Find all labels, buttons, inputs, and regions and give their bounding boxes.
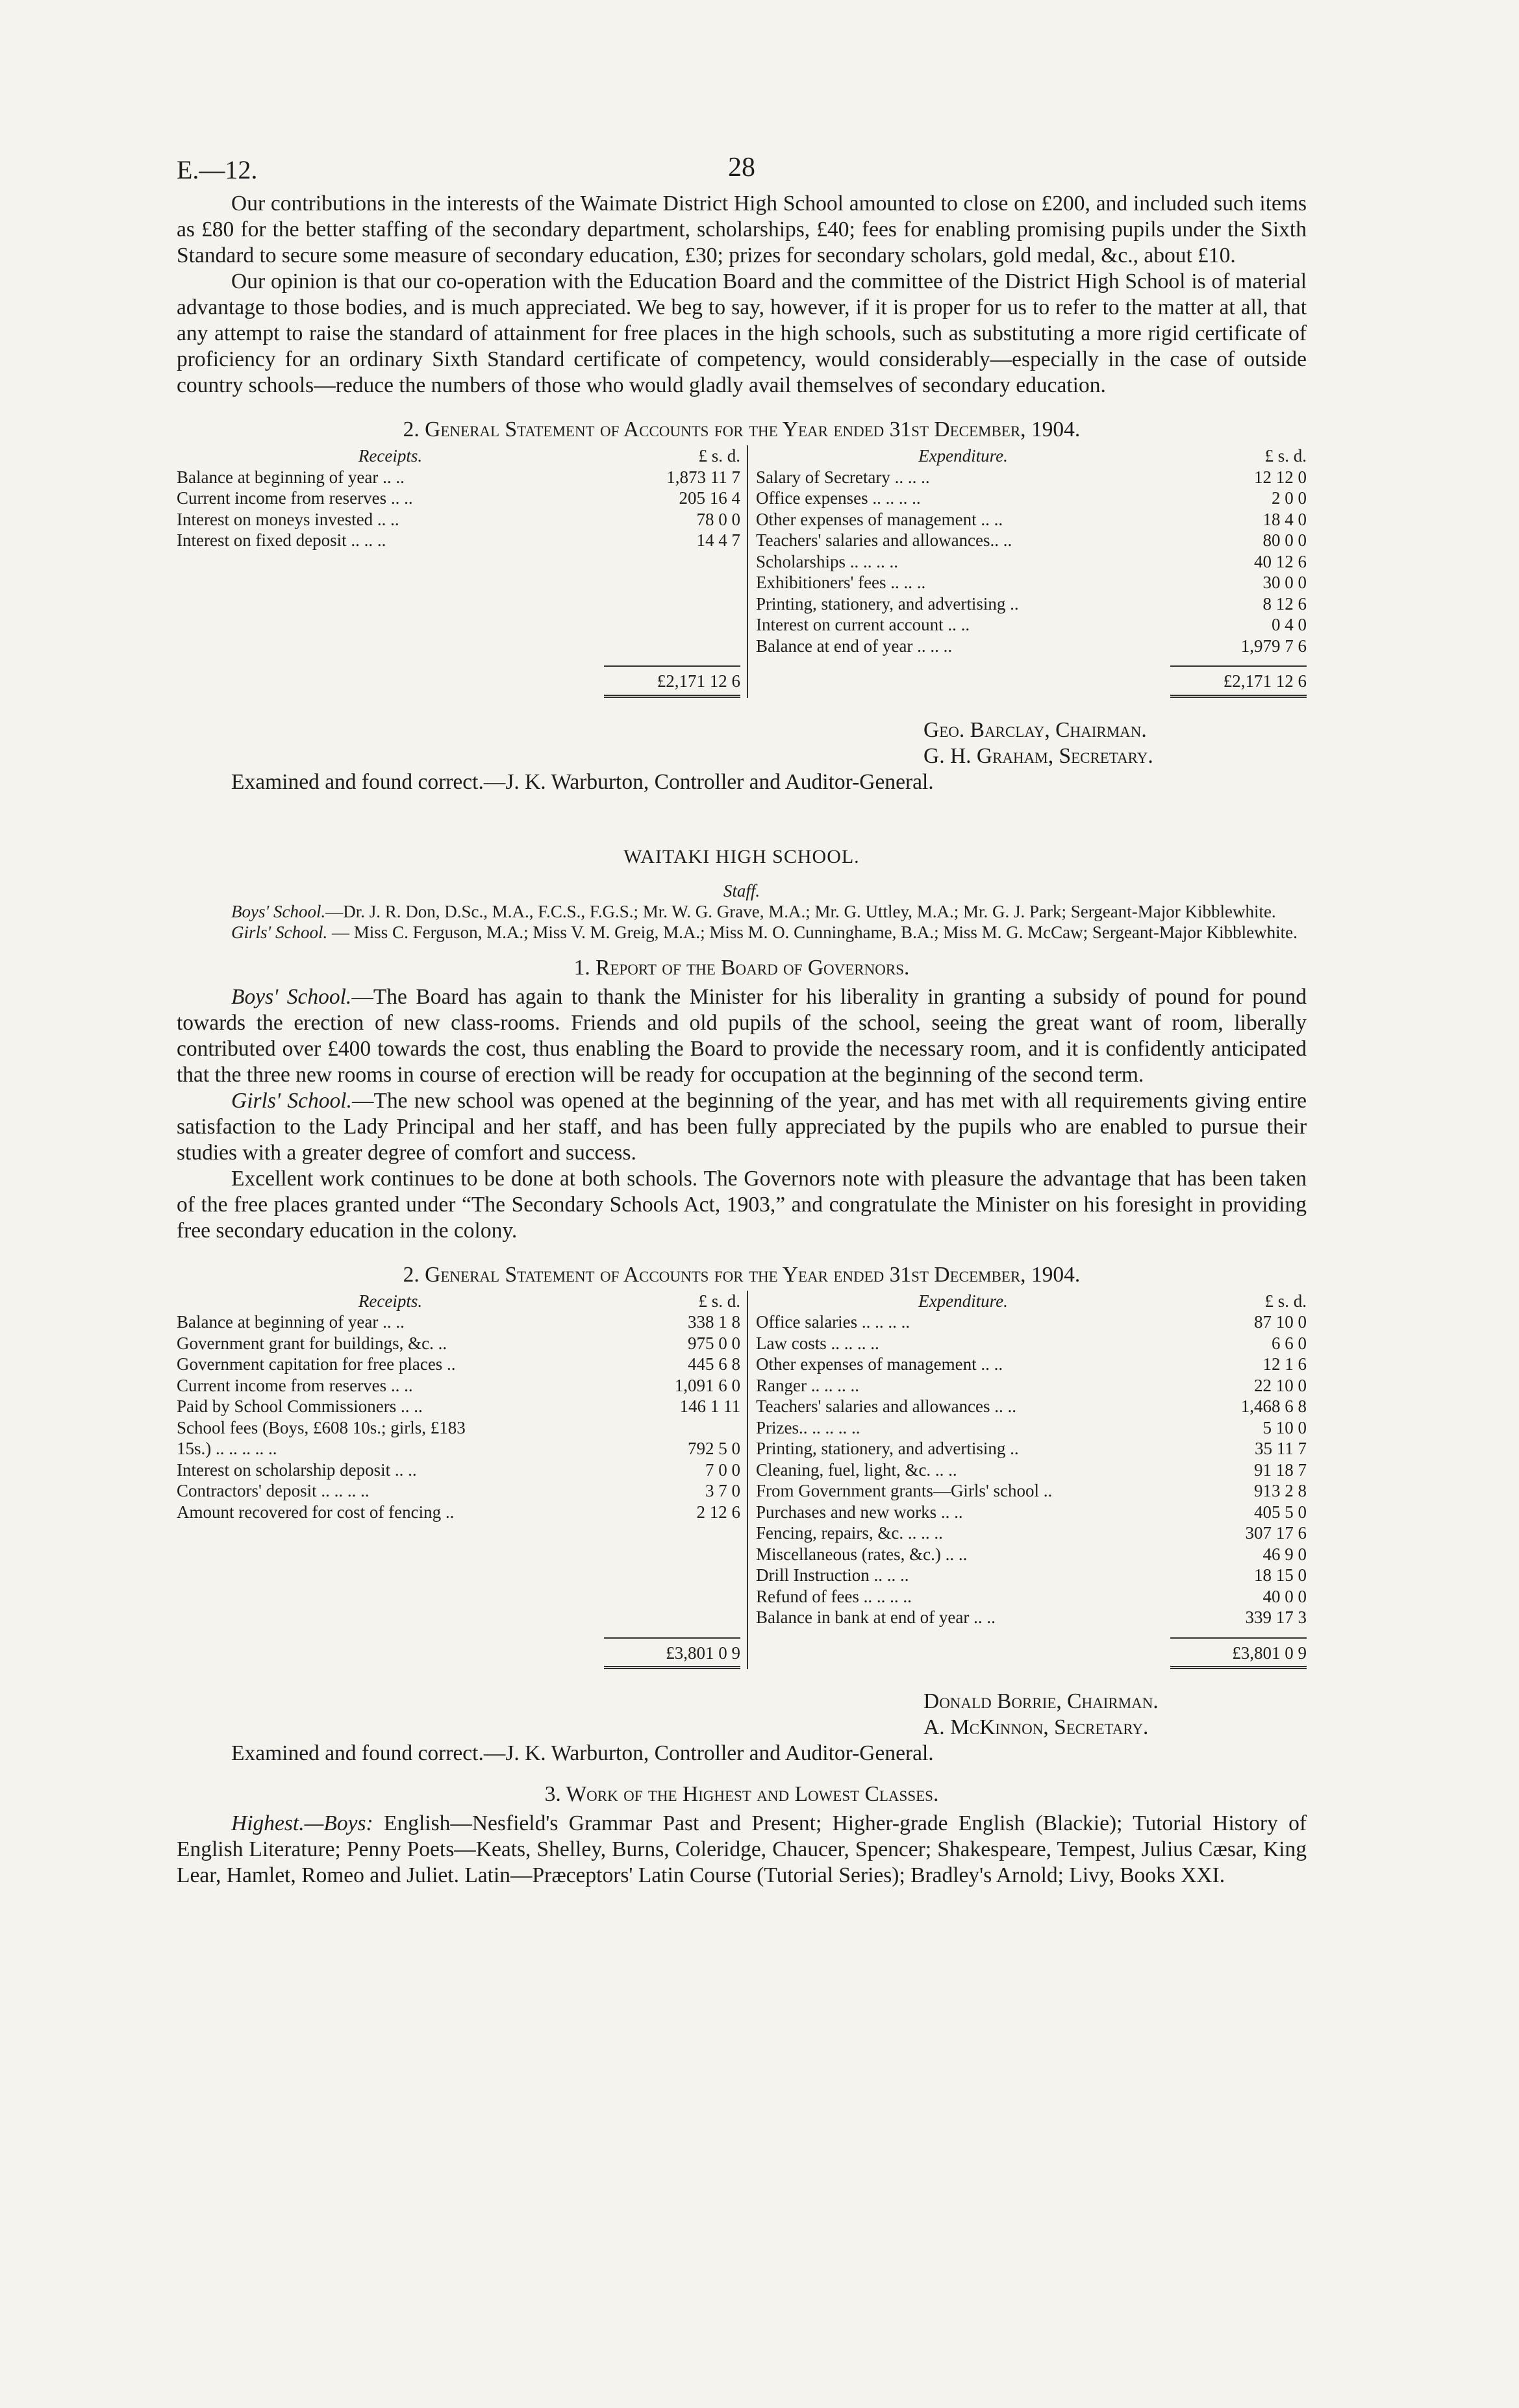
table-row: Amount recovered for cost of fencing .. 2 12 6	[177, 1502, 740, 1522]
receipts-heading: Receipts.	[358, 1291, 423, 1311]
accounts-1-signatures	[177, 717, 1307, 769]
accounts-1-receipts	[177, 445, 748, 698]
table-row: Interest on moneys invested .. .. 78 0 0	[177, 509, 740, 529]
page-header	[177, 143, 1307, 182]
receipts-heading: Receipts.	[358, 446, 423, 465]
document-code: E.—12.	[177, 155, 258, 184]
table-row: Fencing, repairs, &c. .. .. .. 307 17 6	[755, 1523, 1307, 1543]
audit-note: Examined and found correct.—J. K. Warburton, Controller and Auditor-General.	[231, 1741, 934, 1765]
receipts-total: £2,171 12 6	[604, 665, 740, 698]
accounts-2-receipts	[177, 1291, 748, 1670]
accounts-1-title: 2. General Statement of Accounts for the Year ended 31st December, 1904.	[403, 417, 1081, 441]
signature-secretary: A. McKinnon, Secretary.	[923, 1715, 1149, 1739]
receipts-total: £3,801 0 9	[604, 1637, 740, 1670]
table-row: Government grant for buildings, &c. .. 975 0 0	[177, 1333, 740, 1353]
intro-section	[177, 191, 1307, 399]
table-row: Exhibitioners' fees .. .. .. 30 0 0	[755, 573, 1307, 592]
intro-paragraph: Our opinion is that our co-operation with the Education Board and the committee of the District High School is of material advantage to those bodies, and is much appreciated. We beg to say, however, if it is proper for us to refer to the matter at all, that any attempt to raise the standard of attainment for free places in the high schools, such as substituting a more rigid certificate of proficiency for an ordinary Sixth Standard certificate of competency, would considerably—especially in the case of outside country schools—reduce the numbers of those who would gladly avail themselves of secondary education.	[177, 269, 1307, 397]
table-row: Interest on current account .. .. 0 4 0	[755, 615, 1307, 634]
table-row: Balance at beginning of year .. .. 338 1 8	[177, 1312, 740, 1332]
table-row: Purchases and new works .. .. 405 5 0	[755, 1502, 1307, 1522]
signature-secretary: G. H. Graham, Secretary.	[923, 743, 1153, 768]
table-row: Interest on fixed deposit .. .. .. 14 4 7	[177, 530, 740, 550]
table-row: Prizes.. .. .. .. .. 5 10 0	[755, 1417, 1307, 1437]
table-row: Drill Instruction .. .. .. 18 15 0	[755, 1565, 1307, 1585]
staff-girls: Girls' School. — Miss C. Ferguson, M.A.; Miss V. M. Greig, M.A.; Miss M. O. Cunninghame, B.A.; Miss M. G. McCaw; Sergeant-Major Kibblewhite.	[231, 922, 1298, 942]
accounts-2-signatures	[177, 1689, 1307, 1741]
signature-chairman: Geo. Barclay, Chairman.	[923, 717, 1147, 742]
accounts-2-expenditure	[748, 1291, 1307, 1670]
table-row: 15s.) .. .. .. .. .. 792 5 0	[177, 1439, 740, 1458]
table-row: School fees (Boys, £608 10s.; girls, £183	[177, 1417, 466, 1437]
table-row: Balance at beginning of year .. .. 1,873 11 7	[177, 467, 740, 487]
table-row: Current income from reserves .. .. 205 16 4	[177, 488, 740, 508]
report-girls-paragraph: Girls' School.—The new school was opened at the beginning of the year, and has met with all requirements giving entire satisfaction to the Lady Principal and her staff, and has been fully appreciated by the pupils who are enabled to pursue their studies with a greater degree of comfort and success.	[177, 1088, 1307, 1165]
signature-chairman: Donald Borrie, Chairman.	[923, 1689, 1159, 1713]
table-row: Paid by School Commissioners .. .. 146 1 11	[177, 1396, 740, 1416]
table-row: Ranger .. .. .. .. 22 10 0	[755, 1375, 1307, 1395]
report-excellent-paragraph: Excellent work continues to be done at both schools. The Governors note with pleasure the advantage that has been taken of the free places granted under “The Secondary Schools Act, 1903,” and congratulate the Minister on his foresight in providing free secondary education in the colony.	[177, 1166, 1307, 1243]
table-row: Salary of Secretary .. .. .. 12 12 0	[755, 467, 1307, 487]
accounts-1-expenditure	[748, 445, 1307, 698]
table-row: Miscellaneous (rates, &c.) .. .. 46 9 0	[755, 1544, 1307, 1564]
intro-paragraph: Our contributions in the interests of the Waimate District High School amounted to close on £200, and included such items as £80 for the better staffing of the secondary department, scholarships, £40; fees for enabling promising pupils under the Sixth Standard to secure some measure of secondary education, £30; prizes for secondary scholars, gold medal, &c., about £10.	[177, 192, 1307, 267]
table-row: Cleaning, fuel, light, &c. .. .. 91 18 7	[755, 1459, 1307, 1480]
table-row: Contractors' deposit .. .. .. .. 3 7 0	[177, 1481, 740, 1500]
expenditure-total-row	[756, 1637, 1307, 1670]
report-title: 1. Report of the Board of Governors.	[573, 955, 910, 980]
table-row: Printing, stationery, and advertising .. 8 12 6	[755, 593, 1307, 614]
currency-heading: £ s. d.	[1264, 446, 1307, 465]
audit-note: Examined and found correct.—J. K. Warburton, Controller and Auditor-General.	[231, 769, 934, 794]
table-row: Balance in bank at end of year .. .. 339 17 3	[755, 1607, 1307, 1627]
expenditure-heading: Expenditure.	[918, 1291, 1008, 1311]
expenditure-total: £2,171 12 6	[1170, 665, 1307, 698]
expenditure-total-row	[756, 665, 1307, 698]
staff-boys: Boys' School.—Dr. J. R. Don, D.Sc., M.A., F.C.S., F.G.S.; Mr. W. G. Grave, M.A.; Mr. G. Uttley, M.A.; Mr. G. J. Park; Sergeant-Major Kibblewhite.	[231, 901, 1276, 921]
receipts-total-row	[177, 1637, 740, 1670]
table-row: Other expenses of management .. .. 18 4 0	[755, 509, 1307, 529]
staff-heading: Staff.	[723, 880, 760, 900]
accounts-2-table	[177, 1291, 1307, 1670]
table-row: Other expenses of management .. .. 12 1 6	[755, 1354, 1307, 1374]
table-row: Scholarships .. .. .. .. 40 12 6	[755, 551, 1307, 571]
expenditure-heading: Expenditure.	[918, 446, 1008, 465]
table-row: Refund of fees .. .. .. .. 40 0 0	[755, 1586, 1307, 1606]
table-row: Office expenses .. .. .. .. 2 0 0	[755, 488, 1307, 508]
table-row: Balance at end of year .. .. .. 1,979 7 6	[755, 636, 1307, 656]
table-row: Interest on scholarship deposit .. .. 7 0 0	[177, 1459, 740, 1480]
table-row: Office salaries .. .. .. .. 87 10 0	[755, 1312, 1307, 1332]
page-number: 28	[728, 153, 755, 182]
table-row: Government capitation for free places .. 445 6 8	[177, 1354, 740, 1374]
currency-heading: £ s. d.	[1264, 1291, 1307, 1311]
school-title: WAITAKI HIGH SCHOOL.	[623, 845, 860, 867]
table-row: Current income from reserves .. .. 1,091 6 0	[177, 1375, 740, 1395]
receipts-total-row	[177, 665, 740, 698]
currency-heading: £ s. d.	[698, 446, 740, 465]
document-page	[177, 143, 1307, 1889]
table-row: Teachers' salaries and allowances.. .. 80 0 0	[755, 530, 1307, 550]
table-row: Teachers' salaries and allowances .. .. 1,468 6 8	[755, 1396, 1307, 1416]
report-boys-paragraph: Boys' School.—The Board has again to thank the Minister for his liberality in granting a subsidy of pound for pound towards the erection of new class-rooms. Friends and old pupils of the school, seeing the great want of room, liberally contributed over £400 towards the cost, thus enabling the Board to provide the necessary room, and it is confidently anticipated that the three new rooms in course of erection will be ready for occupation at the beginning of the second term.	[177, 984, 1307, 1087]
work-highest-paragraph: Highest.—Boys: English—Nesfield's Grammar Past and Present; Higher-grade English (Blackie); Tutorial History of English Literature; Penny Poets—Keats, Shelley, Burns, Coleridge, Chaucer, Spencer; Shakespeare, Tempest, Julius Cæsar, King Lear, Hamlet, Romeo and Juliet. Latin—Præceptors' Latin Course (Tutorial Series); Bradley's Arnold; Livy, Books XXI.	[177, 1811, 1307, 1887]
accounts-1-table	[177, 445, 1307, 698]
table-row: From Government grants—Girls' school .. 913 2 8	[755, 1481, 1307, 1500]
currency-heading: £ s. d.	[698, 1291, 740, 1311]
expenditure-total: £3,801 0 9	[1170, 1637, 1307, 1670]
accounts-2-title: 2. General Statement of Accounts for the Year ended 31st December, 1904.	[403, 1262, 1081, 1287]
work-title: 3. Work of the Highest and Lowest Classes.	[544, 1782, 939, 1806]
table-row: Printing, stationery, and advertising .. 35 11 7	[755, 1439, 1307, 1458]
table-row: Law costs .. .. .. .. 6 6 0	[755, 1333, 1307, 1353]
